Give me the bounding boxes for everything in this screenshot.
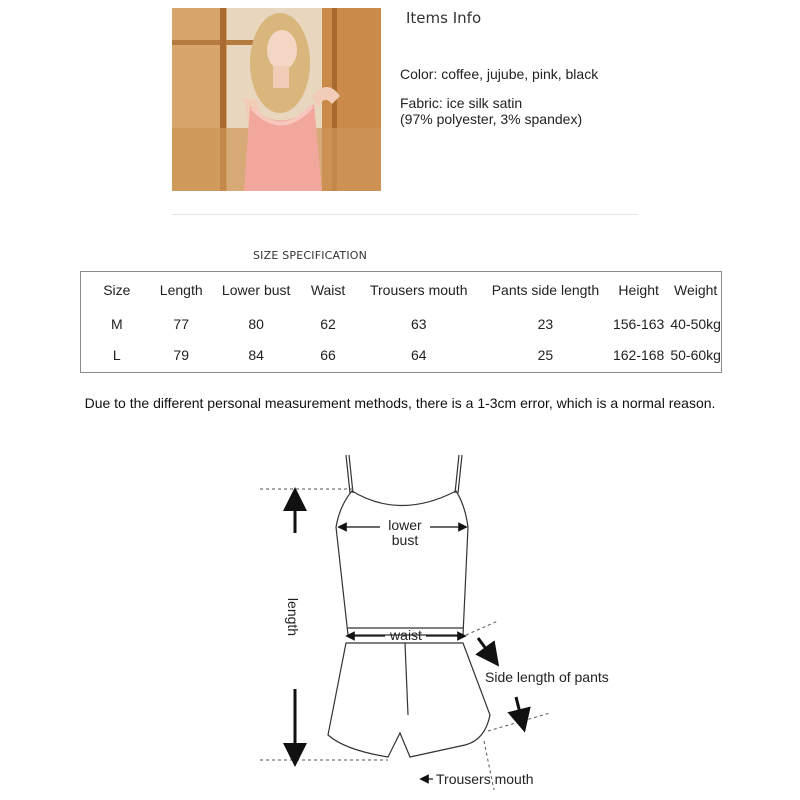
table-cell: 79 bbox=[173, 346, 189, 363]
trousers-mouth-label: Trousers mouth bbox=[436, 771, 534, 787]
table-row bbox=[81, 339, 721, 370]
table-cell: 23 bbox=[537, 315, 554, 332]
table-cell: 80 bbox=[248, 315, 264, 332]
waist-label: waist bbox=[390, 627, 422, 643]
table-cell: M bbox=[110, 315, 123, 332]
size-spec-table bbox=[80, 271, 722, 373]
table-header-row bbox=[81, 272, 721, 308]
table-cell: 77 bbox=[173, 315, 189, 332]
table-cell: 50-60kg bbox=[670, 346, 721, 363]
table-cell: 63 bbox=[410, 315, 427, 332]
column-header: Waist bbox=[310, 282, 346, 298]
table-cell: 162-168 bbox=[612, 346, 665, 363]
column-header: Length bbox=[159, 282, 203, 298]
table-row bbox=[81, 308, 721, 339]
measurement-note: Due to the different personal measurement methods, there is a 1-3cm error, which is a normal reason. bbox=[84, 395, 716, 411]
column-header: Lower bust bbox=[221, 282, 291, 298]
table-cell: 62 bbox=[320, 315, 336, 332]
column-header: Size bbox=[103, 282, 131, 298]
color-info: Color: coffee, jujube, pink, black bbox=[400, 66, 599, 82]
table-cell: 64 bbox=[410, 346, 427, 363]
product-photo bbox=[172, 8, 381, 191]
measurement-diagram bbox=[250, 445, 650, 800]
items-info-title: Items Info bbox=[406, 9, 482, 27]
composition-info: (97% polyester, 3% spandex) bbox=[400, 111, 583, 127]
length-label: length bbox=[285, 597, 301, 637]
side-length-label: Side length of pants bbox=[485, 669, 609, 685]
table-cell: 40-50kg bbox=[670, 315, 721, 332]
column-header: Trousers mouth bbox=[369, 282, 468, 298]
column-header: Weight bbox=[674, 282, 718, 298]
lower-bust-label-1: lower bbox=[388, 517, 422, 533]
lower-bust-label-2: bust bbox=[391, 532, 419, 548]
table-cell: 156-163 bbox=[612, 315, 665, 332]
table-cell: L bbox=[112, 346, 121, 363]
size-spec-heading: SIZE SPECIFICATION bbox=[253, 249, 368, 262]
table-cell: 84 bbox=[248, 346, 264, 363]
table-cell: 25 bbox=[537, 346, 554, 363]
table-cell: 66 bbox=[320, 346, 336, 363]
column-header: Pants side length bbox=[491, 282, 600, 298]
fabric-info: Fabric: ice silk satin bbox=[400, 95, 523, 111]
section-divider bbox=[172, 214, 638, 215]
column-header: Height bbox=[618, 282, 659, 298]
